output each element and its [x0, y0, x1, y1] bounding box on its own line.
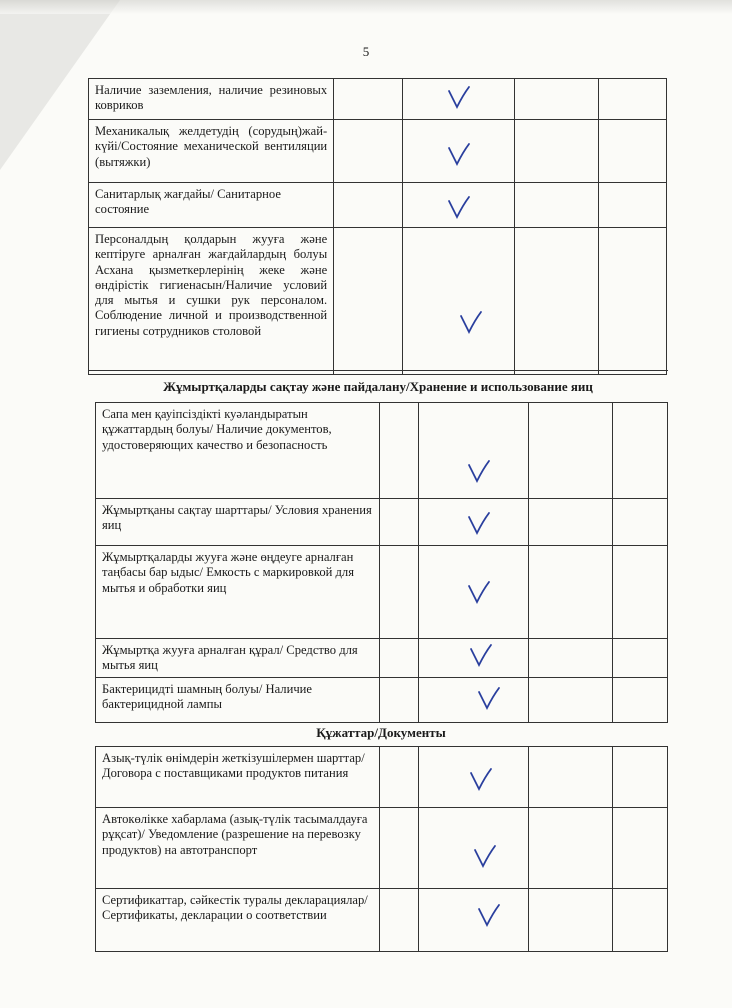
check-mark-icon — [467, 511, 491, 537]
section-title: Жұмыртқаларды сақтау және пайдалану/Хранение и использование яиц — [163, 379, 593, 394]
check-mark-icon — [467, 580, 491, 606]
row-text: Персоналдың қолдарын жууға және кептіруге арналған жағдайлардың болуы Асхана қызметкерлерінің жеке және өндірістік гигиенасын/Наличие условий для мытья и сушки рук персоналом. Соблюдение личной и производственной гигиены сотрудников столовой — [89, 228, 334, 374]
row-text: Сапа мен қауіпсіздікті куәландыратын құжаттардың болуы/ Наличие документов, удостоверяющих качество и безопасность — [96, 403, 380, 498]
check-cell — [419, 403, 529, 498]
table-row — [89, 228, 667, 375]
check-mark-icon — [459, 310, 483, 336]
table-row — [96, 546, 668, 639]
table-row — [96, 747, 668, 808]
check-mark-icon — [473, 844, 497, 870]
table-row — [96, 889, 668, 952]
check-mark-icon — [477, 686, 501, 712]
section-header-eggs — [88, 370, 668, 401]
table-row — [96, 808, 668, 889]
check-mark-icon — [447, 142, 471, 168]
table-row — [89, 79, 667, 120]
check-cell — [419, 639, 529, 677]
check-cell — [419, 808, 529, 888]
check-mark-icon — [469, 767, 493, 793]
table-row — [96, 499, 668, 546]
table-row — [96, 639, 668, 678]
table-row — [96, 403, 668, 499]
check-cell — [419, 499, 529, 545]
check-mark-icon — [467, 459, 491, 485]
row-text: Азық-түлік өнімдерін жеткізушілермен шарттар/ Договора с поставщиками продуктов питания — [96, 747, 380, 807]
section-header-documents — [95, 717, 667, 747]
check-cell — [403, 79, 515, 119]
checklist-table-eggs — [95, 402, 668, 723]
row-text: Жұмыртқа жууға арналған құрал/ Средство для мытья яиц — [96, 639, 380, 677]
check-cell — [419, 678, 529, 722]
page-number: 5 — [362, 44, 370, 59]
check-cell — [403, 120, 515, 182]
row-text: Автокөлікке хабарлама (азық-түлік тасымалдауға рұқсат)/ Уведомление (разрешение на перевозку продуктов) на автотранспорт — [96, 808, 380, 888]
check-cell — [419, 889, 529, 951]
check-mark-icon — [447, 195, 471, 221]
row-text: Санитарлық жағдайы/ Санитарное состояние — [89, 183, 334, 227]
checklist-table-upper — [88, 78, 667, 375]
check-cell — [403, 228, 515, 374]
check-mark-icon — [477, 903, 501, 929]
table-row — [89, 183, 667, 228]
section-title: Құжаттар/Документы — [316, 725, 446, 740]
check-mark-icon — [447, 85, 471, 111]
row-text: Сертификаттар, сәйкестік туралы декларациялар/Сертификаты, декларации о соответствии — [96, 889, 380, 951]
check-mark-icon — [469, 643, 493, 669]
check-cell — [403, 183, 515, 227]
row-text: Жұмыртқаларды жууға және өңдеуге арналған таңбасы бар ыдыс/ Емкость с маркировкой для мытья и обработки яиц — [96, 546, 380, 638]
row-text: Наличие заземления, наличие резиновых ковриков — [89, 79, 334, 119]
check-cell — [419, 747, 529, 807]
row-text: Механикалық желдетудің (сорудың)жай-күйі/Состояние механической вентиляции (вытяжки) — [89, 120, 334, 182]
check-cell — [419, 546, 529, 638]
row-text: Бактерицидті шамның болуы/ Наличие бактерицидной лампы — [96, 678, 380, 722]
scan-edge — [0, 0, 732, 14]
checklist-table-documents — [95, 746, 668, 952]
row-text: Жұмыртқаны сақтау шарттары/ Условия хранения яиц — [96, 499, 380, 545]
table-row — [89, 120, 667, 183]
